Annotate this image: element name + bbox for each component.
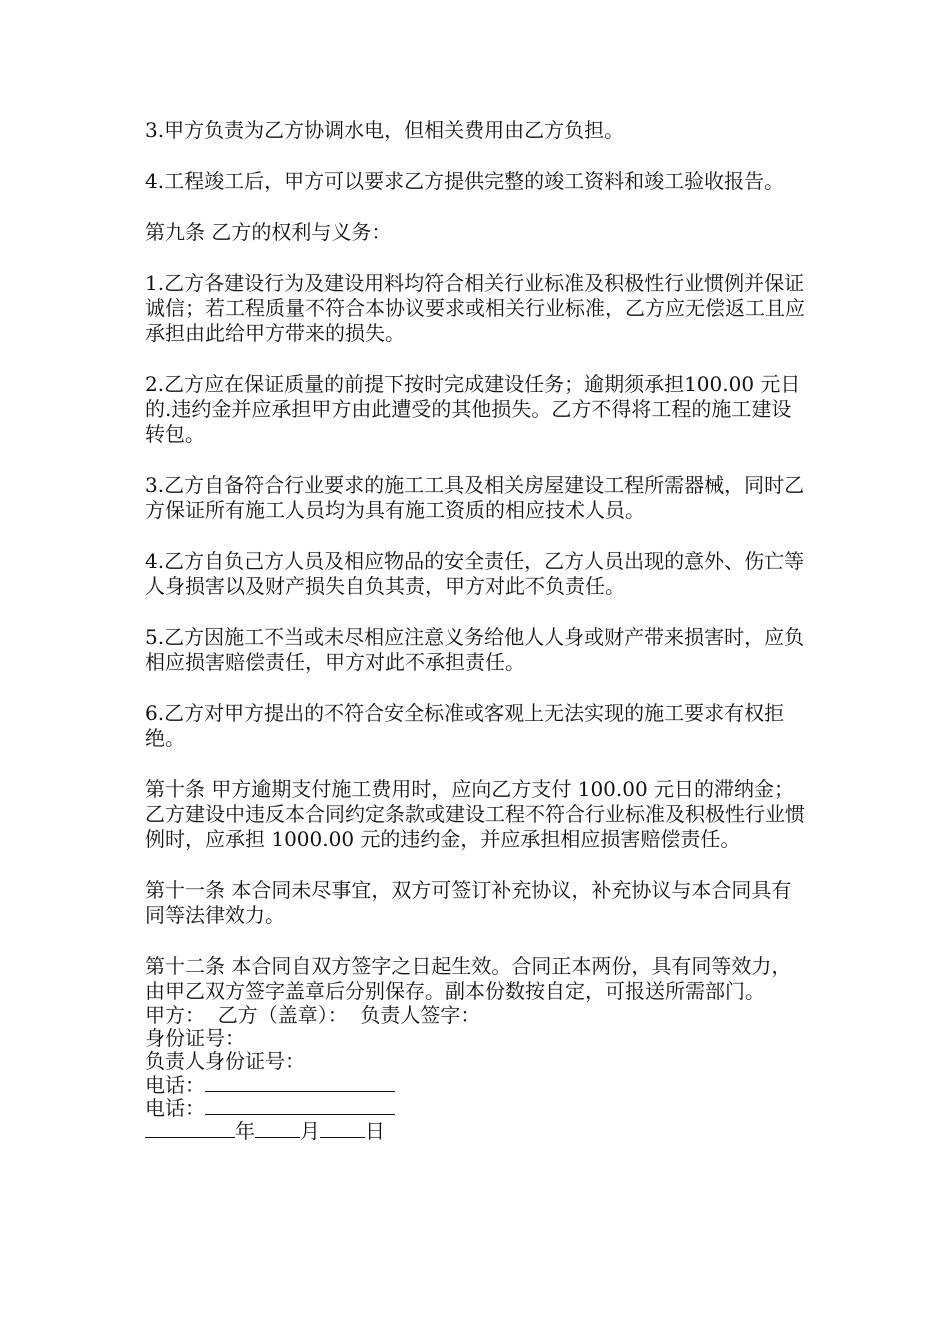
paragraph-clause-9-5: 5.乙方因施工不当或未尽相应注意义务给他人人身或财产带来损害时，应负相应损害赔偿责任，甲方对此不承担责任。 (145, 625, 805, 674)
phone-blank (205, 1096, 395, 1115)
document-page (145, 118, 805, 1142)
paragraph-clause-8-4: 4.工程竣工后，甲方可以要求乙方提供完整的竣工资料和竣工验收报告。 (145, 169, 785, 193)
article-10: 第十条 甲方逾期支付施工费用时，应向乙方支付 100.00 元日的滞纳金；乙方建设中违反本合同约定条款或建设工程不符合行业标准及积极性行业惯例时，应承担 1000.00 元的违约金，并应承担相应损害赔偿责任。 (145, 777, 805, 851)
paragraph-clause-8-3: 3.甲方负责为乙方协调水电，但相关费用由乙方负担。 (145, 118, 625, 142)
paragraph-clause-9-2: 2.乙方应在保证质量的前提下按时完成建设任务；逾期须承担100.00 元日的.违约金并应承担甲方由此遭受的其他损失。乙方不得将工程的施工建设转包。 (145, 372, 801, 446)
article-12: 第十二条 本合同自双方签字之日起生效。合同正本两份，具有同等效力，由甲乙双方签字盖章后分别保存。副本份数按自定，可报送所需部门。 (145, 954, 792, 1003)
signature-block (145, 1004, 805, 1142)
id-number-line: 身份证号： (145, 1026, 245, 1050)
day-blank (320, 1119, 365, 1138)
month-label: 月 (300, 1119, 320, 1143)
phone-label: 电话： (145, 1073, 205, 1097)
paragraph-clause-9-3: 3.乙方自备符合行业要求的施工工具及相关房屋建设工程所需器械，同时乙方保证所有施工人员均为具有施工资质的相应技术人员。 (145, 473, 805, 522)
month-blank (255, 1119, 300, 1138)
year-blank (145, 1119, 235, 1138)
paragraph-clause-9-4: 4.乙方自负己方人员及相应物品的安全责任，乙方人员出现的意外、伤亡等人身损害以及财产损失自负其责，甲方对此不负责任。 (145, 549, 805, 598)
article-11: 第十一条 本合同未尽事宜，双方可签订补充协议，补充协议与本合同具有同等法律效力。 (145, 878, 792, 927)
article-9-heading: 第九条 乙方的权利与义务： (145, 220, 392, 244)
year-label: 年 (235, 1119, 255, 1143)
day-label: 日 (365, 1119, 385, 1143)
phone-blank (205, 1073, 395, 1092)
phone-label: 电话： (145, 1096, 205, 1120)
paragraph-clause-9-6: 6.乙方对甲方提出的不符合安全标准或客观上无法实现的施工要求有权拒绝。 (145, 701, 785, 750)
signature-parties-line: 甲方： 乙方（盖章）： 负责人签字： (145, 1003, 481, 1027)
responsible-id-number-line: 负责人身份证号： (145, 1049, 305, 1073)
phone-line-2 (145, 1096, 805, 1119)
paragraph-clause-9-1: 1.乙方各建设行为及建设用料均符合相关行业标准及积极性行业惯例并保证诚信；若工程质量不符合本协议要求或相关行业标准，乙方应无偿返工且应承担由此给甲方带来的损失。 (145, 271, 805, 345)
phone-line-1 (145, 1073, 805, 1096)
date-line (145, 1119, 805, 1142)
